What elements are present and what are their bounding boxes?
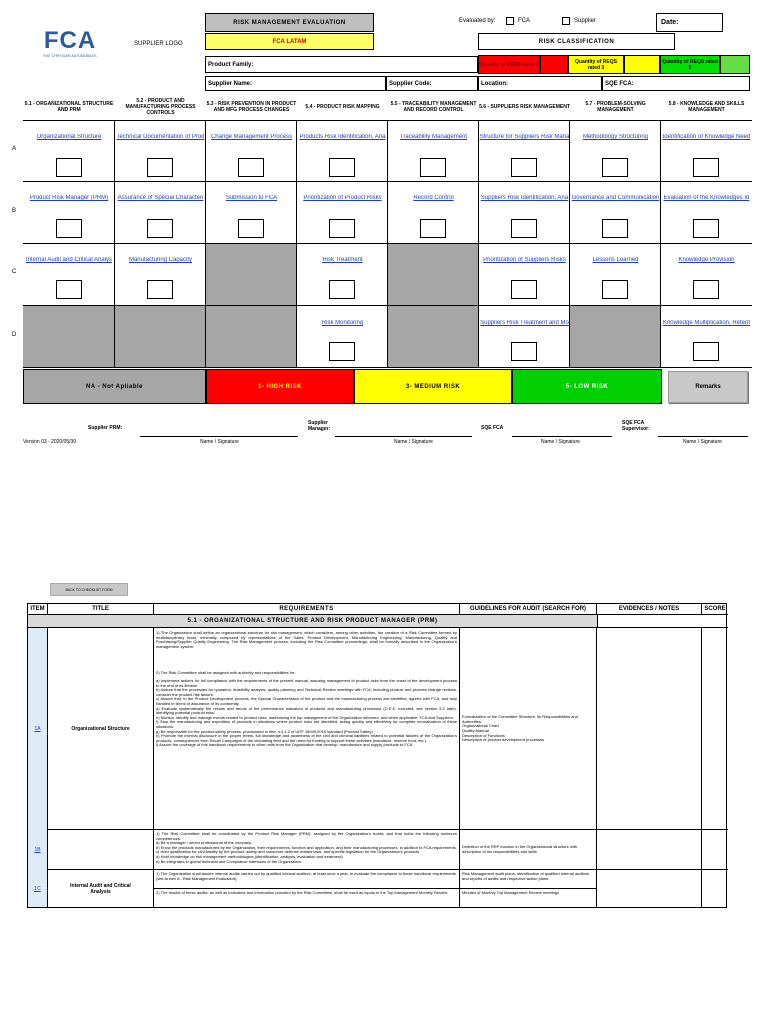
score-cell[interactable]	[702, 628, 728, 830]
cell-b-1	[23, 182, 115, 243]
evidences-cell[interactable]	[597, 870, 702, 907]
cell-d-5-na	[388, 306, 479, 367]
form-title: RISK MANAGEMENT EVALUATION	[205, 13, 374, 32]
requirement-link[interactable]: Suppliers Risk Treatment and Mo	[480, 320, 569, 326]
item-link[interactable]: 1C	[34, 885, 41, 892]
title-cell	[48, 830, 154, 870]
score-box[interactable]	[693, 158, 719, 177]
requirement-link[interactable]: Organizational Structure	[36, 134, 102, 140]
requirement-link[interactable]: Prioritization of Suppliers Risks	[483, 257, 566, 263]
column-header-5-1: 5.1 - ORGANIZATIONAL STRUCTURE AND PRM	[24, 101, 114, 113]
guidelines-text: Formalization of the Committee Structure, its Responsibilities and Authorities. Organizational Chart Quality Manual Description of Functions Description of product development processes	[462, 714, 578, 743]
cell-b-4	[297, 182, 388, 243]
requirement-link[interactable]: Suppliers Risk Identification, Ana	[480, 195, 569, 201]
qty-rated-3: Quantity of REQS rated 3	[568, 55, 624, 74]
matrix-row-d	[23, 306, 752, 368]
cell-d-1-na	[23, 306, 115, 367]
score-box[interactable]	[693, 342, 719, 361]
header-evidences: EVIDENCES / NOTES	[597, 604, 702, 614]
guidelines-cell	[460, 870, 597, 907]
guidelines-text: Definition of the RRP function in the Organizational structure with description of his responsibilities and skills.	[462, 844, 578, 854]
version-label: Version 03 - 2020/05/30	[23, 439, 77, 445]
header-requirements: REQUIREMENTS	[154, 604, 460, 614]
detail-row-1c	[28, 870, 728, 907]
column-headers	[23, 96, 752, 118]
legend-high-risk: 1- HIGH RISK	[206, 369, 354, 404]
score-box[interactable]	[329, 219, 355, 238]
score-box[interactable]	[511, 280, 537, 299]
cell-a-2	[115, 121, 206, 181]
guidelines-cell	[460, 830, 597, 870]
requirement-link[interactable]: Knowledge Multiplication, Retent	[662, 320, 751, 326]
item-cell	[28, 628, 48, 830]
score-box[interactable]	[238, 158, 264, 177]
cell-d-3-na	[206, 306, 297, 367]
cell-b-5	[388, 182, 479, 243]
score-box[interactable]	[693, 280, 719, 299]
cell-b-6	[479, 182, 570, 243]
section-title: 5.1 - ORGANIZATIONAL STRUCTURE AND RISK PRODUCT MANAGER (PRM)	[28, 614, 597, 628]
requirement-link[interactable]: Technical Documentation of Prod	[116, 134, 205, 140]
region-label: FCA LATAM	[205, 33, 374, 50]
detail-table	[27, 603, 727, 908]
back-to-checklist-button[interactable]: BACK TO CHECKLIST FORM	[50, 583, 128, 596]
name-signature-3: Name / Signature	[541, 439, 580, 445]
supplier-logo-label: SUPPLIER LOGO	[134, 41, 183, 47]
column-header-5-3: 5.3 - RISK PREVENTION IN PRODUCT AND MFG PROCESS CHANGES	[206, 101, 297, 113]
fca-option-label: FCA	[518, 18, 530, 24]
cell-c-8	[661, 244, 752, 305]
sqe-fca-field[interactable]: SQE FCA:	[602, 76, 750, 91]
score-cell[interactable]	[702, 870, 728, 907]
legend-medium-risk: 3- MEDIUM RISK	[354, 369, 512, 404]
detail-row-1b	[28, 830, 728, 870]
signature-line-manager[interactable]	[335, 436, 472, 437]
cell-a-4	[297, 121, 388, 181]
row-label-c: C	[12, 269, 17, 275]
cell-a-7	[570, 121, 661, 181]
score-box[interactable]	[602, 280, 628, 299]
cell-a-6	[479, 121, 570, 181]
signature-line-prm[interactable]	[140, 436, 298, 437]
requirement-text: 2) The results of these audits, as well as indicators and information provided by the Risk Committee, shall be used as inputs in the Top Management Monthly Review.	[156, 890, 449, 895]
guidelines-cell	[460, 628, 597, 830]
cell-d-6	[479, 306, 570, 367]
column-header-5-8: 5.8 - KNOWLEDGE AND SKILLS MANAGEMENT	[668, 101, 745, 113]
column-header-5-2: 5.2 - PRODUCT AND MANUFACTURING PROCESS CONTROLS	[125, 98, 196, 116]
row-label-d: D	[12, 332, 17, 338]
score-box[interactable]	[329, 280, 355, 299]
legend-not-applicable: NA - Not Apliable	[23, 369, 206, 404]
requirement-link[interactable]: Products Risk Identification, Ana	[299, 134, 386, 140]
cell-b-2	[115, 182, 206, 243]
requirement-link[interactable]: Manufacturing Capacity	[128, 257, 193, 263]
supplier-option-label: Supplier	[574, 18, 597, 24]
score-box[interactable]	[511, 219, 537, 238]
score-box[interactable]	[602, 158, 628, 177]
requirement-link[interactable]: Product Risk Manager (PRM)	[29, 195, 109, 201]
requirements-cell	[154, 870, 460, 907]
supplier-code-field[interactable]: Supplier Code:	[386, 76, 478, 91]
cell-d-2-na	[115, 306, 206, 367]
requirement-link[interactable]: Risk Treatment	[322, 257, 363, 263]
fca-logo	[30, 28, 110, 62]
requirement-text: a) Implement actions for full compliance with the requirements of the present manual, assuring management of product risks from the onset of the development process to the end of its lifetime. b) Assure that the processes for quotation, feasibility analysis, quality planning and Technical Review meetings with FCA, including product and process change reviews, consider the product risk factors. c) Assure that, in the Product Development process, the Special Characteristics of the product and the manufacturing process are identified, agreed with FCA, and duly handled in terms of assurance of its conformity. d) Evaluate systematically the results and trends of the performance indicators of products and manufacturing processes (O.E.E. included; see section 5.2 later), identifying potential product risks. e) Monitor, identify and manage events related to product risks, maintaining the top management of the Organization informed, and when applicable, FCA and Suppliers. f) Stop the manufacturing and expedition of products in situations where product risks are identified, acting quickly and effectively for complete normalization of these situations. g) Be responsible for the product safety process, provisioned in item 4.4.1.2 of IATF 16949:2016 standard (Product Safety). h) Promote the internal disclosure in the proper levels, full knowledge and awareness of the civil and criminal liabilities related to potential failures of the Organization's products, consequences from Recall Campaigns of the circulating fleet and the need for funding to support these activities (insurance, reserve fund, etc.). i) Assure the coverage of this handbook requirements to other units from the Organization that develop, manufacture and supply products to FCA.	[156, 677, 457, 748]
row-label-a: A	[12, 146, 17, 152]
score-box[interactable]	[56, 280, 82, 299]
header-item: ITEM	[28, 604, 48, 614]
column-header-5-7: 5.7 - PROBLEM-SOLVING MANAGEMENT	[585, 101, 646, 113]
cell-a-5	[388, 121, 479, 181]
cell-b-3	[206, 182, 297, 243]
score-cell[interactable]	[702, 830, 728, 870]
cell-d-8	[661, 306, 752, 367]
score-box[interactable]	[602, 219, 628, 238]
checkbox-fca[interactable]	[506, 17, 514, 25]
title-cell: Internal Audit and Critical Analysis	[48, 870, 154, 907]
requirement-link[interactable]: Internal Audit and Critical Analys	[25, 257, 113, 263]
qty-rated-5: Quantity of REQS rated 5	[660, 55, 720, 74]
requirement-link[interactable]: Prioritization of Product Risks	[303, 195, 382, 201]
requirement-text: 1) The Organization shall assure internal audits carried out by qualified internal auditors, at least once a year, to evaluate the compliance to these handbook requirements (see Annex A - Risk Management Evaluation).	[154, 870, 459, 889]
row-label-b: B	[12, 208, 17, 214]
cell-c-1	[23, 244, 115, 305]
requirements-cell	[154, 830, 460, 870]
fca-logo-text: FCA	[43, 27, 97, 54]
supplier-prm-label: Supplier PRM:	[88, 425, 123, 431]
supplier-name-field[interactable]: Supplier Name:	[205, 76, 386, 91]
requirement-text: 1) The Risk Committee shall be coordinated by the Product Risk Manager (PRM), assigned by the Organization's board, and that holds the following minimum competences: a) Be a manager / senior professional of the company. b) Know the products manufactured by the Organization, their requirements, function and application, and their manufacturing processes, in addition to FCA requirements. c) Hold qualification for civil liability by the product, safety and consumer defense-related laws, and specific legislation for the Organization's products. d) Hold knowledge on risk management methodologies (identification, analysis, evaluation and treatment). e) Be integrated to global technical and Compliance interfaces of the Organization.	[156, 831, 457, 864]
matrix-row-a	[23, 120, 752, 182]
header-title: TITLE	[48, 604, 154, 614]
requirement-link[interactable]: Structure for Suppliers Risk Mana	[479, 134, 570, 140]
date-field[interactable]	[656, 13, 723, 32]
checkbox-supplier[interactable]	[562, 17, 570, 25]
section-title-blank	[597, 614, 728, 628]
score-box[interactable]	[693, 219, 719, 238]
cell-b-7	[570, 182, 661, 243]
name-signature-4: Name / Signature	[683, 439, 722, 445]
risk-classification-label: RISK CLASSIFICATION	[478, 33, 675, 50]
cell-c-5-na	[388, 244, 479, 305]
header-score: SCORE	[704, 606, 726, 612]
location-field[interactable]: Location:	[478, 76, 602, 91]
score-box[interactable]	[56, 219, 82, 238]
score-box[interactable]	[238, 219, 264, 238]
qty-rated-3-value[interactable]	[624, 55, 660, 74]
requirement-link[interactable]: Risk Monitoring	[321, 320, 364, 326]
matrix-row-b	[23, 182, 752, 244]
requirement-link[interactable]: Knowledge Provision	[678, 257, 735, 263]
name-signature-2: Name / Signature	[394, 439, 433, 445]
legend-low-risk: 5- LOW RISK	[512, 369, 662, 404]
score-box[interactable]	[147, 280, 173, 299]
cell-a-3	[206, 121, 297, 181]
cell-b-8	[661, 182, 752, 243]
cell-d-7-na	[570, 306, 661, 367]
requirement-link[interactable]: Methodology Structuring	[582, 134, 649, 140]
qty-rated-1: Quantity of REQS rated 1	[478, 55, 540, 74]
cell-d-4	[297, 306, 388, 367]
score-box[interactable]	[511, 158, 537, 177]
requirement-link[interactable]: Change Management Process	[210, 134, 293, 140]
score-box[interactable]	[147, 158, 173, 177]
item-link[interactable]: 1A	[34, 726, 41, 732]
score-box[interactable]	[329, 342, 355, 361]
item-link[interactable]: 1B	[34, 847, 41, 853]
requirement-text: 2) The Risk Committee shall be assigned with authority and responsibilities for:	[156, 670, 296, 676]
item-cell	[28, 870, 48, 907]
score-box[interactable]	[56, 158, 82, 177]
signature-line-supervisor[interactable]	[658, 436, 748, 437]
requirement-text: 1) The Organization shall define an organizational structure for risk management, which considers, among other activities, the creation of a Risk Committee formed by multidisciplinary team, minimally composed by representatives of the Sales, Product Development, Manufacturing Engineering, Manufacturing, Quality and Purchasing/Supplier Quality Engineering. The Risk Management process, including the Risk Committee proceedings, shall be formally described in the Organization's management system.	[156, 630, 457, 649]
column-header-5-5: 5.5 - TRACEABILITY MANAGEMENT AND RECORD CONTROL	[390, 101, 477, 113]
evaluated-by-label: Evaluated by:	[459, 18, 496, 24]
qty-rated-1-value[interactable]	[540, 55, 568, 74]
evidences-cell[interactable]	[597, 628, 702, 830]
product-family-field[interactable]: Product Family:	[205, 56, 478, 73]
remarks-button[interactable]: Remarks	[668, 371, 748, 403]
cell-a-1	[23, 121, 115, 181]
column-header-5-6: 5.6 - SUPPLIERS RISK MANAGEMENT	[479, 104, 570, 110]
guidelines-text: Minutes of Monthly Top Management Review meetings	[462, 890, 560, 895]
requirement-link[interactable]: Traceability Management	[399, 134, 468, 140]
requirement-link[interactable]: Evaluation of the Knowledges Id	[663, 195, 750, 201]
item-cell	[28, 830, 48, 870]
score-box[interactable]	[420, 219, 446, 238]
requirement-link[interactable]: Assurance of Special Characteri	[117, 195, 204, 201]
requirement-link[interactable]: Submission to FCA	[225, 195, 278, 201]
sqe-supervisor-label: SQE FCA Supervisor:	[622, 420, 650, 432]
matrix-row-c	[23, 244, 752, 306]
fca-logo-sub: FIAT CHRYSLER AUTOMOBILES	[43, 54, 97, 58]
detail-row-1a	[28, 628, 728, 830]
requirement-link[interactable]: Lessons Learned	[592, 257, 639, 263]
cell-c-2	[115, 244, 206, 305]
sqe-fca-sign-label: SQE FCA	[481, 425, 504, 431]
cell-c-6	[479, 244, 570, 305]
date-label: Date:	[661, 19, 679, 26]
evidences-cell[interactable]	[597, 830, 702, 870]
signature-line-sqe[interactable]	[512, 436, 612, 437]
score-box[interactable]	[511, 342, 537, 361]
cell-c-4	[297, 244, 388, 305]
score-box[interactable]	[147, 219, 173, 238]
requirements-cell	[154, 628, 460, 830]
score-box[interactable]	[329, 158, 355, 177]
score-box[interactable]	[420, 158, 446, 177]
header-guidelines: GUIDELINES FOR AUDIT (SEARCH FOR)	[460, 604, 597, 614]
requirement-link[interactable]: Identification of Knowledge Need	[662, 134, 751, 140]
cell-c-3-na	[206, 244, 297, 305]
guidelines-text: Risk Management audit plans, identification of qualified internal auditors and reports of audits and respective action plans.	[460, 870, 596, 889]
cell-c-7	[570, 244, 661, 305]
supplier-manager-label: Supplier Manager:	[308, 420, 331, 432]
requirement-link[interactable]: Governance and Communication	[571, 195, 660, 201]
qty-rated-5-value[interactable]	[720, 55, 750, 74]
name-signature-1: Name / Signature	[200, 439, 239, 445]
column-header-5-4: 5.4 - PRODUCT RISK MAPPING	[305, 104, 380, 110]
requirement-link[interactable]: Record Control	[413, 195, 454, 201]
title-cell: Organizational Structure	[48, 628, 154, 830]
cell-a-8	[661, 121, 752, 181]
